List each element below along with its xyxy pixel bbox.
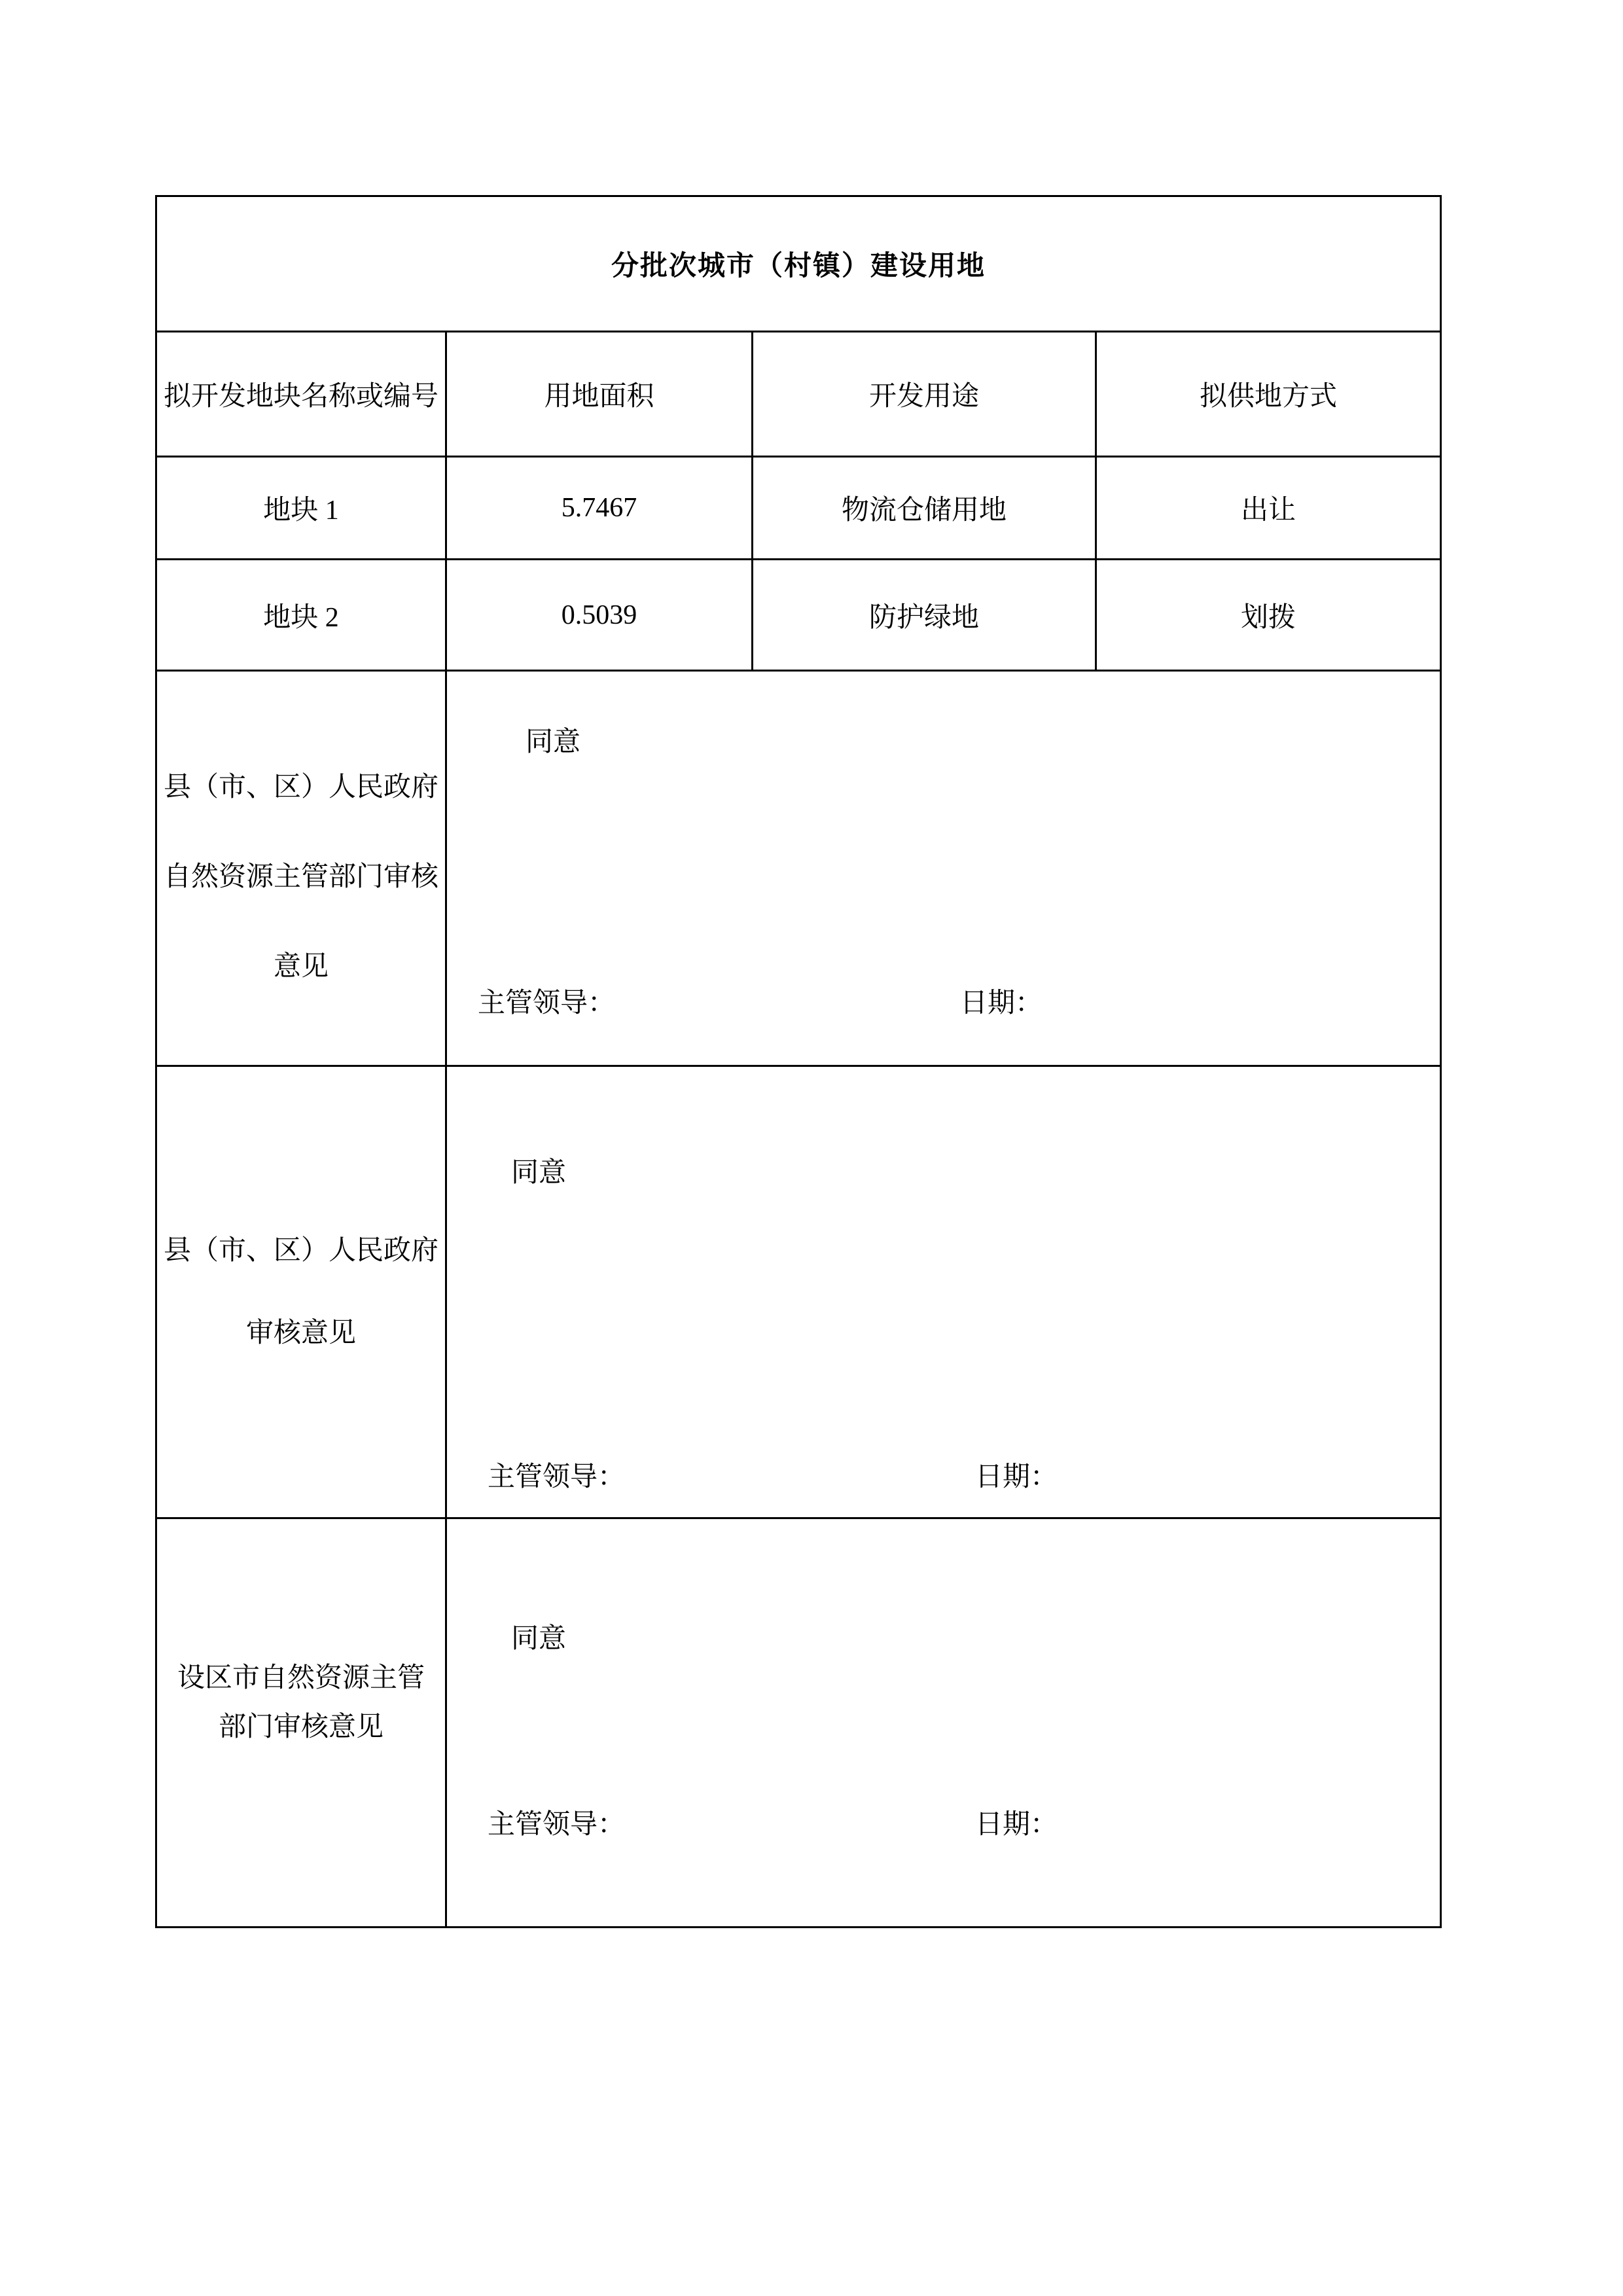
header-row bbox=[156, 332, 1441, 457]
cell-dev-use: 物流仓储用地 bbox=[753, 457, 1096, 560]
section-label bbox=[157, 725, 445, 1012]
section-label-line: 审核意见 bbox=[245, 1318, 356, 1348]
leader-signature-label: 主管领导： bbox=[488, 1462, 626, 1492]
county-government-review-row bbox=[156, 1066, 1441, 1518]
section-label-line: 意见 bbox=[273, 952, 329, 982]
table-row bbox=[156, 457, 1441, 560]
cell-supply-way: 划拨 bbox=[1096, 560, 1441, 671]
leader-signature-label: 主管领导： bbox=[488, 1809, 626, 1840]
opinion-text: 同意 bbox=[526, 726, 581, 757]
cell-plot-name: 地块 2 bbox=[156, 560, 446, 671]
county-natural-resources-review-row bbox=[156, 671, 1441, 1066]
section-label-cell bbox=[156, 1066, 446, 1518]
section-label bbox=[157, 1654, 445, 1791]
section-label bbox=[157, 1210, 445, 1374]
form-title: 分批次城市（村镇）建设用地 bbox=[156, 196, 1441, 332]
land-use-form-table bbox=[155, 195, 1442, 1928]
opinion-text: 同意 bbox=[511, 1157, 567, 1188]
opinion-area bbox=[447, 673, 1440, 1064]
opinion-text: 同意 bbox=[511, 1623, 567, 1654]
opinion-area bbox=[447, 1068, 1440, 1516]
section-label-line: 县（市、区）人民政府 bbox=[163, 1236, 438, 1266]
section-label-line: 县（市、区）人民政府 bbox=[163, 772, 438, 802]
opinion-area bbox=[447, 1520, 1440, 1926]
table-row bbox=[156, 560, 1441, 671]
date-label: 日期： bbox=[960, 988, 1043, 1018]
column-header-land-area: 用地面积 bbox=[446, 332, 753, 457]
column-header-dev-use: 开发用途 bbox=[753, 332, 1096, 457]
section-opinion-cell bbox=[446, 1518, 1441, 1928]
section-opinion-cell bbox=[446, 671, 1441, 1066]
column-header-supply-way: 拟供地方式 bbox=[1096, 332, 1441, 457]
section-opinion-cell bbox=[446, 1066, 1441, 1518]
cell-plot-name: 地块 1 bbox=[156, 457, 446, 560]
section-label-cell bbox=[156, 671, 446, 1066]
leader-signature-label: 主管领导： bbox=[478, 988, 616, 1018]
section-label-cell bbox=[156, 1518, 446, 1928]
column-header-plot-name: 拟开发地块名称或编号 bbox=[156, 332, 446, 457]
city-natural-resources-review-row bbox=[156, 1518, 1441, 1928]
title-row bbox=[156, 196, 1441, 332]
cell-dev-use: 防护绿地 bbox=[753, 560, 1096, 671]
date-label: 日期： bbox=[975, 1809, 1058, 1840]
date-label: 日期： bbox=[975, 1462, 1058, 1492]
section-label-line: 部门审核意见 bbox=[218, 1712, 383, 1742]
section-label-line: 设区市自然资源主管 bbox=[177, 1663, 425, 1693]
section-label-line: 自然资源主管部门审核 bbox=[163, 862, 438, 892]
cell-supply-way: 出让 bbox=[1096, 457, 1441, 560]
cell-land-area: 5.7467 bbox=[446, 457, 753, 560]
cell-land-area: 0.5039 bbox=[446, 560, 753, 671]
